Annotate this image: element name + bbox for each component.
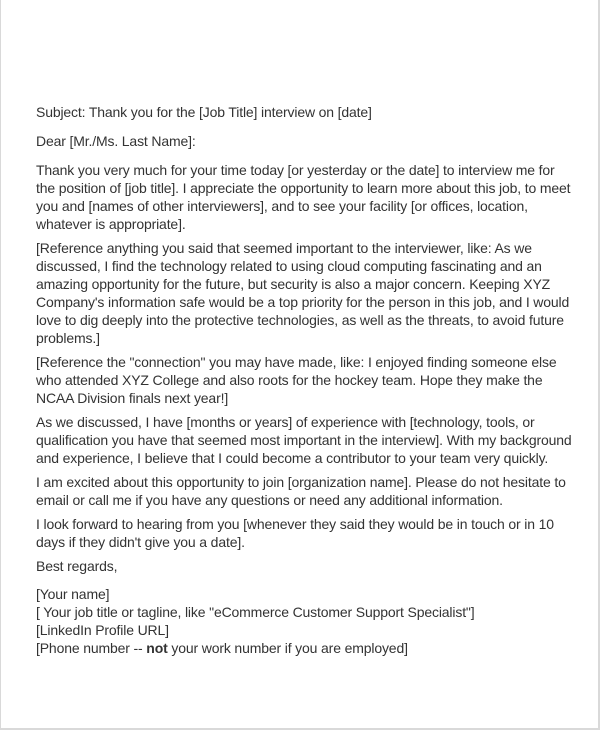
phone-prefix: [Phone number -- <box>36 640 147 656</box>
signature-tagline: [ Your job title or tagline, like "eCommerce Customer Support Specialist"] <box>36 604 475 620</box>
paragraph-look-forward: I look forward to hearing from you [whenever they said they would be in touch or in 10 days if they didn't give you a date]. <box>36 516 554 550</box>
paragraph-experience: As we discussed, I have [months or years] of experience with [technology, tools, or qualification you have that seemed most important in the interview]. With my background and experience, I believe that I could become a contributor to your team very quickly. <box>36 414 572 466</box>
letter-body <box>36 103 576 657</box>
signature-phone <box>36 639 576 657</box>
closing: Best regards, <box>36 558 118 574</box>
signature-linkedin: [LinkedIn Profile URL] <box>36 622 169 638</box>
signature-name: [Your name] <box>36 586 110 602</box>
paragraph-reference-interview: [Reference anything you said that seemed important to the interviewer, like: As we discussed, I find the technology related to using cloud computing fascinating and an amazing opportunity for the future, but security is also a major concern. Keeping XYZ Company's information safe would be a top priority for the person in this job, and I would love to dig deeply into the protective technologies, as well as the threats, to avoid future problems.] <box>36 240 570 346</box>
greeting: Dear [Mr./Ms. Last Name]: <box>36 133 196 149</box>
phone-emphasis: not <box>146 640 168 656</box>
paragraph-connection: [Reference the "connection" you may have made, like: I enjoyed finding someone else who attended XYZ College and also roots for the hockey team. Hope they make the NCAA Division finals next year!] <box>36 354 557 406</box>
paragraph-thank-you: Thank you very much for your time today [or yesterday or the date] to interview me for the position of [job title]. I appreciate the opportunity to learn more about this job, to meet you and [names of other interviewers], and to see your facility [or offices, location, whatever is appropriate]. <box>36 162 571 232</box>
signature-block <box>36 585 576 657</box>
phone-suffix: your work number if you are employed] <box>167 640 408 656</box>
subject-line: Subject: Thank you for the [Job Title] interview on [date] <box>36 104 372 120</box>
paragraph-excitement: I am excited about this opportunity to join [organization name]. Please do not hesitate to email or call me if you have any questions or need any additional information. <box>36 474 566 508</box>
